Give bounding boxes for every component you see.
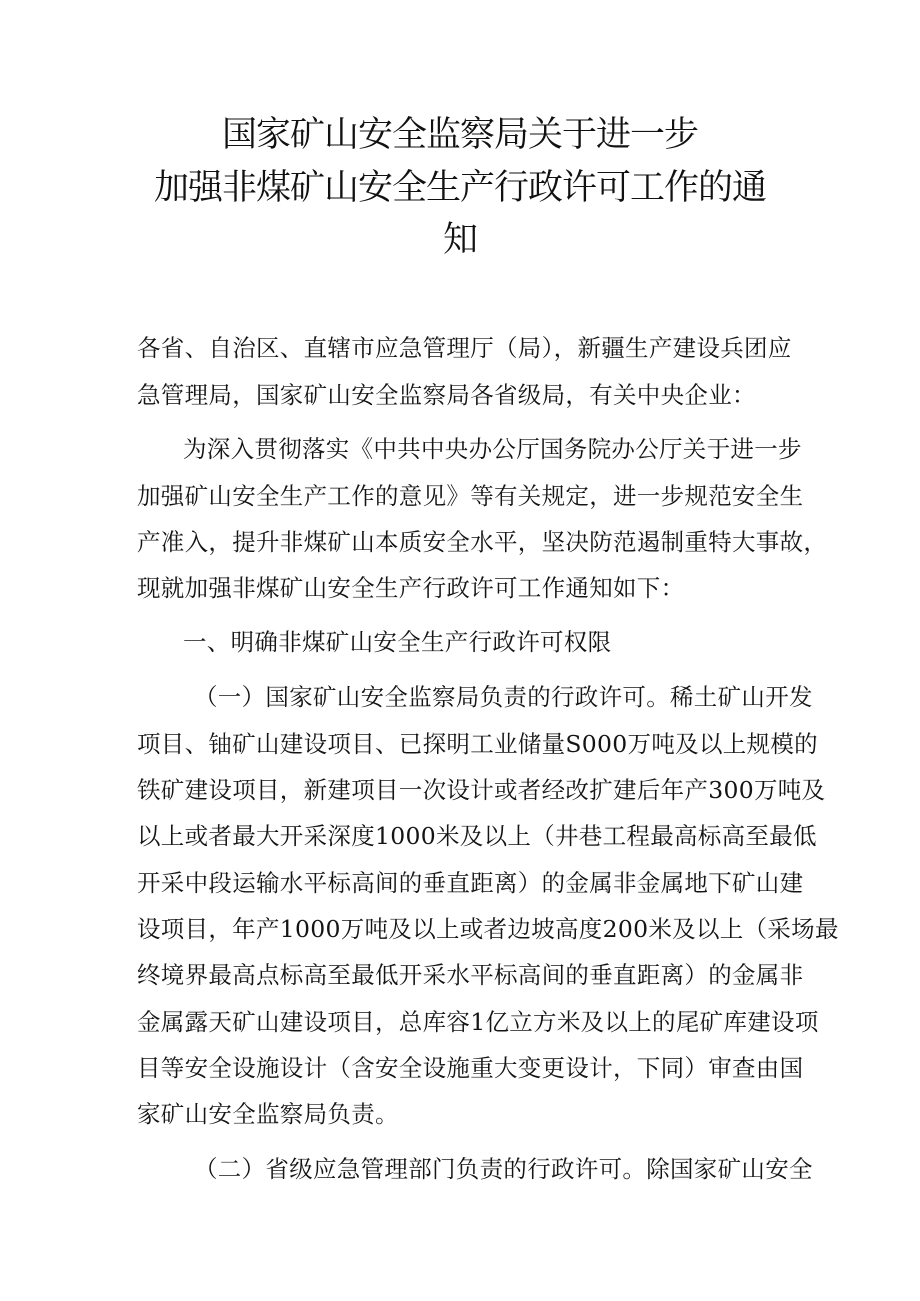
intro-line-1: 为深入贯彻落实《中共中央办公厅国务院办公厅关于进一步 bbox=[183, 435, 802, 463]
document-title-line-1: 国家矿山安全监察局关于进一步 bbox=[221, 115, 698, 155]
intro-line-3: 产准入，提升非煤矿山本质安全水平，坚决防范遏制重特大事故， bbox=[137, 528, 828, 556]
document-title-line-3: 知 bbox=[442, 220, 477, 260]
item-1-line-9: 目等安全设施设计（含安全设施重大变更设计，下同）审查由国 bbox=[137, 1054, 804, 1082]
recipients-line-2: 急管理局，国家矿山安全监察局各省级局，有关中央企业： bbox=[137, 381, 756, 409]
recipients-line-1: 各省、自治区、直辖市应急管理厅（局），新疆生产建设兵团应 bbox=[137, 334, 792, 362]
item-2-line-1: （二）省级应急管理部门负责的行政许可。除国家矿山安全 bbox=[194, 1155, 813, 1183]
item-1-line-5: 开采中段运输水平标高间的垂直距离）的金属非金属地下矿山建 bbox=[137, 869, 804, 897]
intro-line-4: 现就加强非煤矿山安全生产行政许可工作通知如下： bbox=[137, 574, 685, 602]
item-1-line-8: 金属露天矿山建设项目，总库容1亿立方米及以上的尾矿库建设项 bbox=[137, 1008, 819, 1036]
item-1-line-1: （一）国家矿山安全监察局负责的行政许可。稀土矿山开发 bbox=[194, 683, 813, 711]
item-1-line-2: 项目、铀矿山建设项目、已探明工业储量S000万吨及以上规模的 bbox=[137, 730, 818, 758]
document-title-line-2: 加强非煤矿山安全生产行政许可工作的通 bbox=[153, 168, 766, 208]
item-1-line-10: 家矿山安全监察局负责。 bbox=[137, 1100, 399, 1128]
item-1-line-6: 设项目，年产1000万吨及以上或者边坡高度200米及以上（采场最 bbox=[137, 915, 839, 943]
item-1-line-7: 终境界最高点标高至最低开采水平标高间的垂直距离）的金属非 bbox=[137, 961, 804, 989]
item-1-line-4: 以上或者最大开采深度1000米及以上（井巷工程最高标高至最低 bbox=[137, 822, 817, 850]
intro-line-2: 加强矿山安全生产工作的意见》等有关规定，进一步规范安全生 bbox=[137, 482, 804, 510]
item-1-line-3: 铁矿建设项目，新建项目一次设计或者经改扩建后年产300万吨及 bbox=[137, 776, 826, 804]
section-1-heading: 一、明确非煤矿山安全生产行政许可权限 bbox=[183, 628, 612, 656]
